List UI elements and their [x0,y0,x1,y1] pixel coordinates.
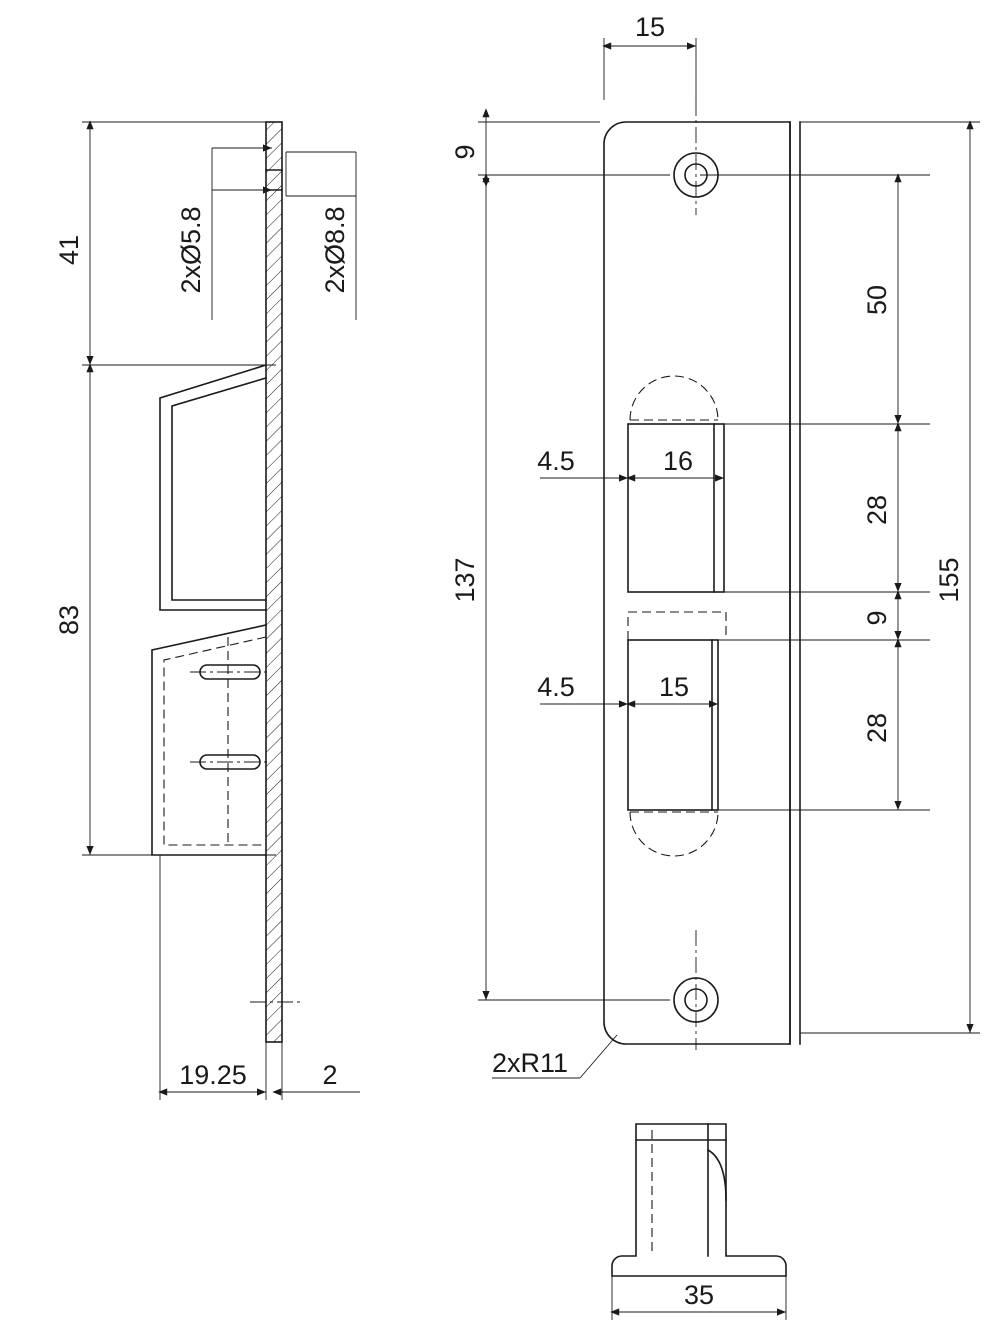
dim-9-mid-label: 9 [862,610,892,626]
slot-upper [190,665,270,679]
dim-155 [800,122,980,1033]
bottom-view-outline [612,1124,786,1276]
screw-hole-bottom [674,930,718,1050]
front-plate-outline [604,122,790,1044]
side-section-view [54,122,360,1100]
dim-9-top-label: 9 [450,144,480,160]
dim-15-lower-label: 15 [658,672,690,702]
dim-50-label: 50 [862,284,892,316]
dim-r11 [492,1035,617,1078]
faceplate-section [266,122,282,1042]
dim-9-mid [718,592,930,640]
front-view [450,12,980,1078]
upper-formed-body-inner [172,378,266,600]
dim-83-label: 83 [54,604,84,636]
bottom-view [612,1124,786,1320]
dim-2-label: 2 [322,1060,338,1090]
dim-137 [450,175,670,1000]
lower-formed-body [152,625,266,855]
dim-50 [700,175,930,424]
dim-35-label: 35 [683,1280,715,1310]
bottom-view-curve [708,1150,726,1200]
cutout-lower [628,612,726,856]
dim-28-upper-label: 28 [862,494,892,526]
dim-lower-cutout-widths [537,640,718,706]
dim-28-upper [724,424,930,592]
dim-hole-small [176,148,272,320]
dim-upper-cutout-widths [537,424,724,480]
dim-35 [612,1276,786,1320]
upper-formed-body [160,365,266,610]
dim-16-label: 16 [662,446,694,476]
lower-formed-body-hidden [164,637,266,845]
dim-137-label: 137 [450,557,480,603]
cutout-upper [628,376,724,592]
screw-hole-top [674,100,718,215]
dim-28-lower-label: 28 [862,712,892,744]
slot-lower [190,755,270,769]
dim-28-lower [718,640,930,810]
dim-hole-large [286,152,356,320]
dim-19p25-label: 19.25 [179,1060,247,1090]
dim-83 [54,365,90,855]
dim-hole-large-label: 2xØ8.8 [320,206,350,294]
dim-4p5-lower-label: 4.5 [537,672,575,702]
dim-19p25 [160,1060,266,1092]
dim-41 [54,122,90,365]
dim-15-top-label: 15 [634,12,666,42]
dim-41-label: 41 [54,234,84,266]
dim-15-top [604,12,696,100]
dim-r11-label: 2xR11 [492,1048,569,1078]
dim-155-label: 155 [934,557,964,603]
dim-2 [274,1060,360,1092]
dim-4p5-upper-label: 4.5 [537,446,575,476]
dim-hole-small-label: 2xØ5.8 [176,206,206,294]
